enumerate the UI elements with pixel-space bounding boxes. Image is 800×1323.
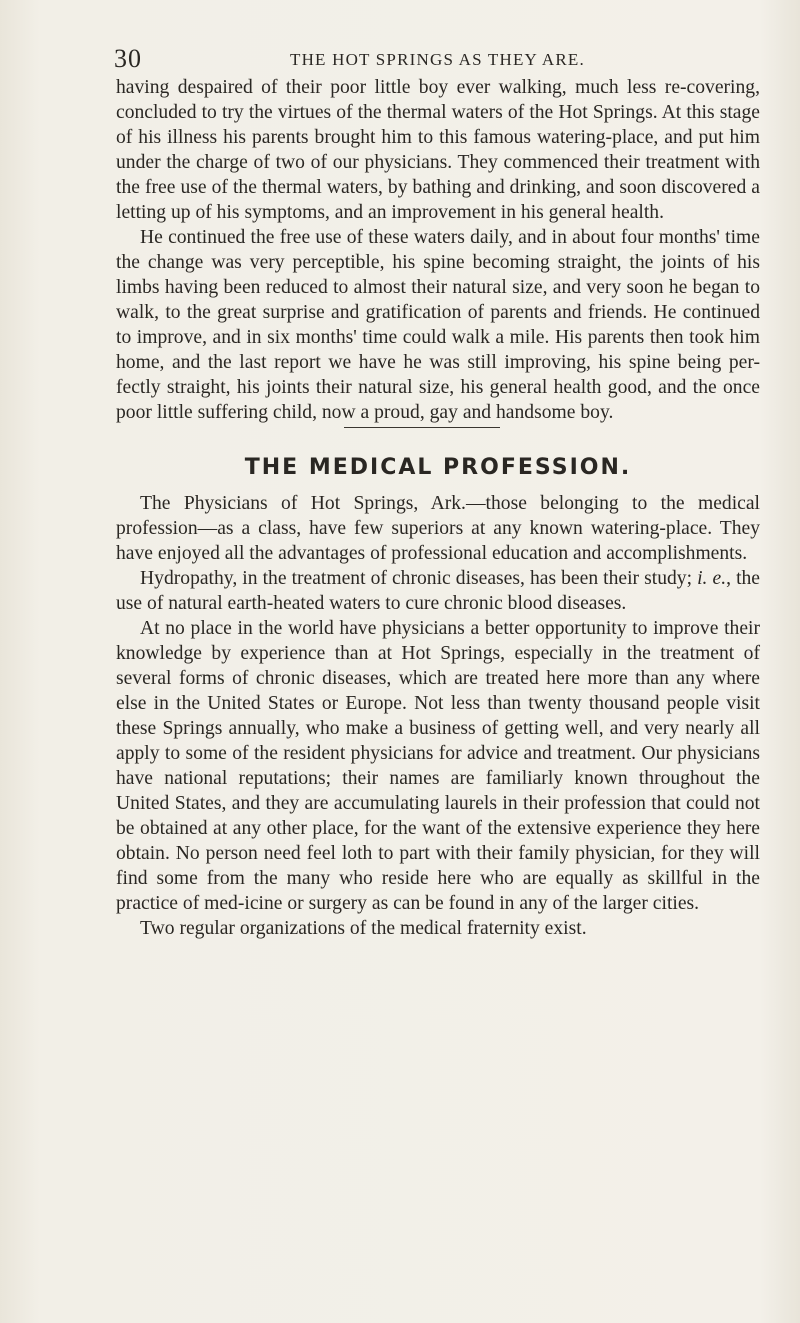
- hydropathy-paragraph: [116, 566, 760, 616]
- hydropathy-rest: , the use of natural earth-heated waters to cure chronic blood diseases.: [116, 568, 761, 614]
- running-head: [114, 44, 774, 76]
- section-paragraph-3: At no place in the world have physicians a better opportunity to improve their knowledge by experience than at Hot Springs, especially in the treatment of several forms of chronic diseases, which are treated here more than any where else in the United States or Europe. Not less than twenty thousand people visit these Springs annually, who make a business of getting well, and very nearly all apply to some of the resident physicians for advice and treatment. Our physicians have national reputations; their names are familiarly known throughout the United States, and they are accumulating laurels in their profession that could not be obtained at any other place, for the want of the extensive experience they here obtain. No person need feel loth to part with their family physician, for they will find some from the many who reside here who are equally as skillful in the practice of med-icine or surgery as can be found in any of the larger cities.: [116, 618, 760, 914]
- section-divider: [344, 427, 500, 428]
- section-heading: THE MEDICAL PROFESSION.: [244, 455, 632, 480]
- section-paragraph-4: Two regular organizations of the medical fraternity exist.: [140, 918, 587, 939]
- section-paragraph-1: The Physicians of Hot Springs, Ark.—those belonging to the medical profession—as a class, have few superiors at any known watering-place. They have enjoyed all the advantages of professional education and accomplishments.: [116, 493, 760, 564]
- hydropathy-lead: Hydropathy, in the treatment of chronic diseases, has been their study;: [140, 568, 693, 589]
- story-paragraph-2: He continued the free use of these waters daily, and in about four months' time the change was very perceptible, his spine becoming straight, the joints of his limbs having been reduced to almost their natural size, and very soon he began to walk, to the great surprise and gratification of parents and friends. He continued to improve, and in six months' time could walk a mile. His parents then took him home, and the last report we have he was still improving, his spine being per-fectly straight, his joints their natural size, his general health good, and the once poor little suffering child, now a proud, gay and handsome boy.: [116, 227, 760, 423]
- story-paragraph-1: having despaired of their poor little boy ever walking, much less re-covering, concluded to try the virtues of the thermal waters of the Hot Springs. At this stage of his illness his parents brought him to this famous watering-place, and put him under the charge of two of our physicians. They commenced their treatment with the free use of the thermal waters, by bathing and drinking, and soon discovered a letting up of his symptoms, and an improvement in his general health.: [116, 77, 760, 223]
- hydropathy-ie: i. e.: [697, 568, 727, 589]
- running-title: THE HOT SPRINGS AS THEY ARE.: [290, 50, 585, 69]
- page-number: 30: [114, 44, 142, 73]
- body-text: [116, 75, 760, 941]
